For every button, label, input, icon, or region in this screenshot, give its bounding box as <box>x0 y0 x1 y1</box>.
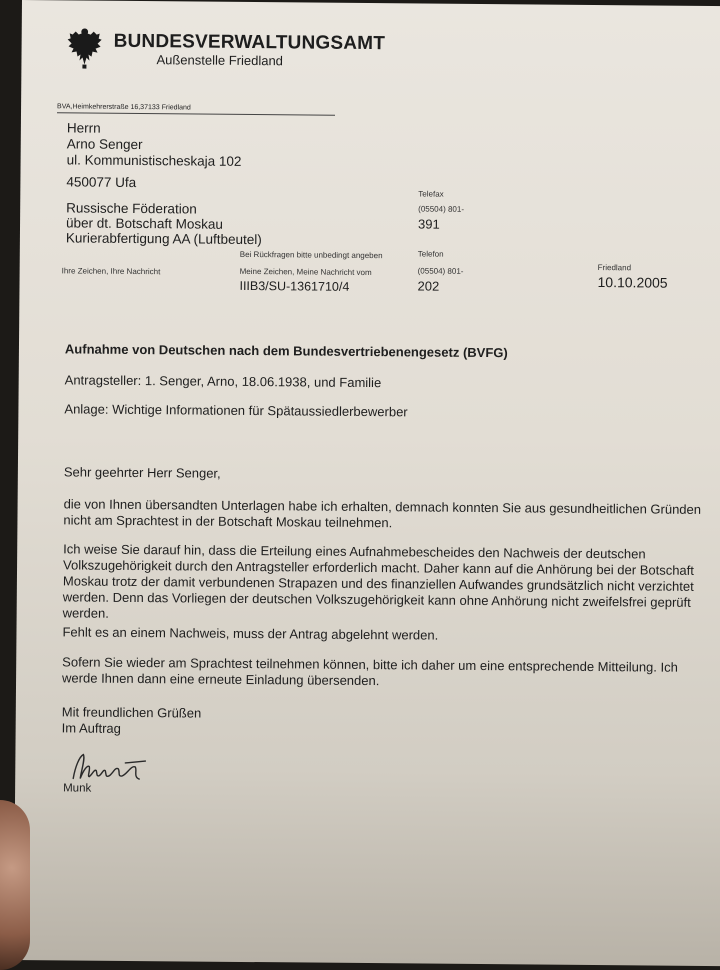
recipient-line: ul. Kommunistischeskaja 102 <box>66 152 242 169</box>
organization-name: BUNDESVERWALTUNGSAMT <box>113 30 386 55</box>
signer-name: Munk <box>63 782 92 795</box>
recipient-line: 450077 Ufa <box>66 174 137 191</box>
branch-office: Außenstelle Friedland <box>156 52 284 69</box>
telefon-prefix: (05504) 801- <box>417 266 464 276</box>
recipient-line: Russische Föderation <box>66 200 197 217</box>
body-paragraph: die von Ihnen übersandten Unterlagen habe ich erhalten, demnach konnten Sie aus gesundheitlichen Gründen nicht am Sprachtest in der Botschaft Moskau teilnehmen. <box>63 496 702 531</box>
salutation: Sehr geehrter Herr Senger, <box>63 464 221 481</box>
attachment-line: Anlage: Wichtige Informationen für Spätaussiedlerbewerber <box>64 401 408 420</box>
body-paragraph: Ich weise Sie darauf hin, dass die Erteilung eines Aufnahmebescheides den Nachweis der deutschen Volkszugehörigkeit durch den Antragsteller erforderlich macht. Daher kann auf die Anhörung bei der Botschaft Moskau trotz der damit verbundenen Strapazen und des finanziellen Aufwandes grundsätzlich nicht verzichtet werden. Denn das Vorliegen der deutschen Volkszugehörigkeit kann ohne Anhörung nicht zweifelsfrei geprüft werden. <box>62 541 694 621</box>
body-paragraph: Fehlt es an einem Nachweis, muss der Antrag abgelehnt werden. <box>62 624 439 643</box>
im-auftrag: Im Auftrag <box>61 720 121 736</box>
recipient-line: Arno Senger <box>66 136 143 153</box>
closing-greeting: Mit freundlichen Grüßen <box>61 704 202 721</box>
telefon-value: 202 <box>417 278 440 294</box>
recipient-line: über dt. Botschaft Moskau <box>65 215 223 232</box>
rueckfragen-note: Bei Rückfragen bitte unbedingt angeben <box>239 249 383 261</box>
place-label: Friedland <box>597 263 632 273</box>
telefax-label: Telefax <box>418 189 444 199</box>
recipient-line: Herrn <box>66 120 101 136</box>
ihre-zeichen-label: Ihre Zeichen, Ihre Nachricht <box>61 266 161 277</box>
letter-date: 10.10.2005 <box>597 274 668 291</box>
applicant-line: Antragsteller: 1. Senger, Arno, 18.06.1938, und Familie <box>64 372 382 391</box>
recipient-line: Kurierabfertigung AA (Luftbeutel) <box>65 230 262 248</box>
telefax-prefix: (05504) 801- <box>418 204 465 214</box>
federal-eagle-icon <box>65 24 103 70</box>
body-paragraph: Sofern Sie wieder am Sprachtest teilnehmen können, bitte ich daher um eine entsprechende Mitteilung. Ich werde Ihnen dann eine erneute Einladung übersenden. <box>62 654 678 689</box>
sender-return-line: BVA,Heimkehrerstraße 16,37133 Friedland <box>57 103 191 112</box>
telefon-label: Telefon <box>417 249 444 259</box>
letter-page <box>14 0 720 966</box>
sender-underline <box>57 112 335 115</box>
letter-subject: Aufnahme von Deutschen nach dem Bundesvertriebenengesetz (BVFG) <box>64 341 508 361</box>
reference-number: IIIB3/SU-1361710/4 <box>239 278 350 294</box>
thumb <box>0 800 30 970</box>
meine-zeichen-label: Meine Zeichen, Meine Nachricht vom <box>239 266 372 278</box>
telefax-value: 391 <box>417 216 440 232</box>
